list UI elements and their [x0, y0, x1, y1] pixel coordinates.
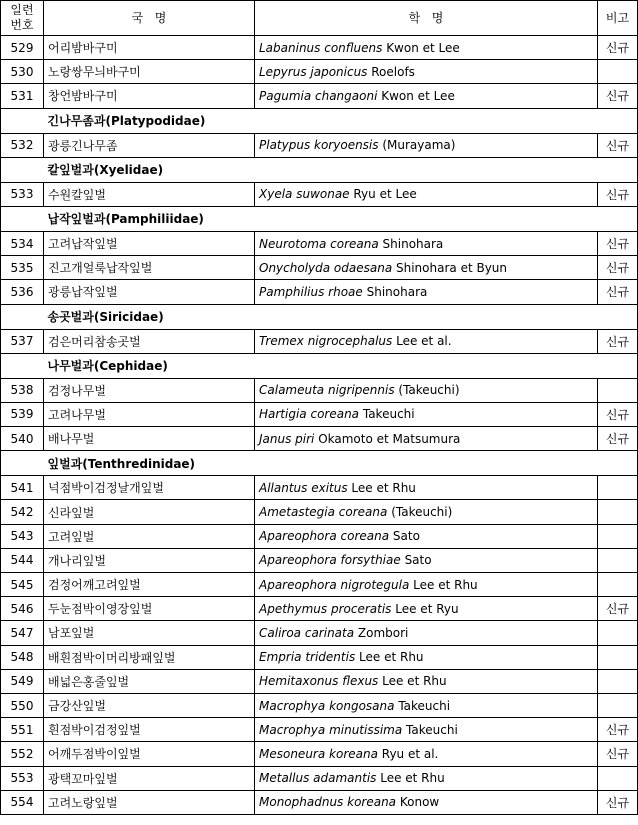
author-citation: Sato: [389, 529, 420, 544]
table-row: [1, 621, 638, 645]
table-row: [1, 36, 638, 60]
korean-name: 어리밤바구미: [44, 36, 255, 60]
family-name: 송곳벌과(Siricidae): [47, 310, 164, 324]
serial-number: 539: [1, 402, 44, 426]
author-citation: (Takeuchi): [394, 383, 460, 398]
korean-name: 검은머리참송곳벌: [44, 329, 255, 353]
family-edge-cell: [598, 304, 638, 329]
korean-name: 금강산잎벌: [44, 693, 255, 717]
note-status: [598, 645, 638, 669]
table-row: [1, 427, 638, 451]
scientific-name-cell: [255, 573, 598, 597]
note-status: 신규: [598, 329, 638, 353]
scientific-name-cell: [255, 718, 598, 742]
binomial-name: Empria tridentis: [259, 650, 356, 665]
binomial-name: Xyela suwonae: [259, 187, 350, 202]
note-status: [598, 669, 638, 693]
serial-number: 530: [1, 60, 44, 84]
binomial-name: Apareophora coreana: [259, 529, 390, 544]
table-row: [1, 693, 638, 717]
note-status: 신규: [598, 790, 638, 814]
korean-name-header: 국 명: [44, 1, 255, 36]
author-citation: Ryu et Lee: [349, 187, 417, 202]
family-spacer-cell: [1, 353, 44, 378]
family-edge-cell: [598, 353, 638, 378]
binomial-name: Janus piri: [259, 431, 315, 446]
note-status: 신규: [598, 280, 638, 304]
korean-name: 남포잎벌: [44, 621, 255, 645]
table-row: [1, 573, 638, 597]
author-citation: Roelofs: [367, 64, 415, 79]
note-status: 신규: [598, 231, 638, 255]
scientific-name-cell: [255, 669, 598, 693]
scientific-name-cell: [255, 621, 598, 645]
serial-number: 531: [1, 84, 44, 108]
serial-number: 529: [1, 36, 44, 60]
scientific-name-cell: [255, 84, 598, 108]
serial-number: 545: [1, 573, 44, 597]
korean-name: 검정어깨고려잎벌: [44, 573, 255, 597]
binomial-name: Calameuta nigripennis: [259, 383, 395, 398]
author-citation: Lee et Ryu: [391, 601, 459, 616]
table-row: [1, 742, 638, 766]
family-name: 나무벌과(Cephidae): [47, 359, 168, 374]
author-citation: Takeuchi: [402, 722, 458, 737]
table-row: [1, 597, 638, 621]
binomial-name: Neurotoma coreana: [259, 236, 379, 251]
author-citation: Lee et Rhu: [376, 771, 445, 786]
author-citation: Sato: [400, 553, 432, 568]
family-spacer-cell: [1, 108, 44, 133]
korean-name: 고려노랑잎벌: [44, 790, 255, 814]
korean-name: 광릉긴나무좀: [44, 133, 255, 157]
serial-number: 551: [1, 718, 44, 742]
note-status: 신규: [598, 36, 638, 60]
korean-name: 진고개얼룩납작잎벌: [44, 256, 255, 280]
serial-number-header-line2: 번호: [10, 18, 34, 32]
korean-name: 광택꼬마잎벌: [44, 766, 255, 790]
table-row: [1, 766, 638, 790]
note-status: 신규: [598, 256, 638, 280]
table-row: [1, 329, 638, 353]
serial-number: 535: [1, 256, 44, 280]
binomial-name: Macrophya minutissima: [259, 722, 403, 737]
korean-name: 고려나무벌: [44, 402, 255, 426]
binomial-name: Apethymus proceratis: [259, 601, 392, 616]
table-row: [1, 133, 638, 157]
table-row: [1, 476, 638, 500]
note-status: 신규: [598, 182, 638, 206]
binomial-name: Apareophora nigrotegula: [259, 577, 410, 592]
serial-number: 542: [1, 500, 44, 524]
family-heading-row: [1, 206, 638, 231]
serial-number: 540: [1, 427, 44, 451]
note-status: 신규: [598, 133, 638, 157]
note-status: 신규: [598, 597, 638, 621]
scientific-name-cell: [255, 693, 598, 717]
table-row: [1, 669, 638, 693]
serial-number: 538: [1, 378, 44, 402]
author-citation: Takeuchi: [394, 698, 451, 713]
author-citation: Kwon et Lee: [377, 88, 455, 103]
family-heading-row: [1, 304, 638, 329]
korean-name: 넉점박이검정날개잎벌: [44, 476, 255, 500]
korean-name: 고려납작잎벌: [44, 231, 255, 255]
table-row: [1, 182, 638, 206]
scientific-name-cell: [255, 766, 598, 790]
family-spacer-cell: [1, 304, 44, 329]
serial-number: 549: [1, 669, 44, 693]
scientific-name-cell: [255, 427, 598, 451]
author-citation: Shinohara: [362, 284, 428, 299]
serial-number: 543: [1, 524, 44, 548]
scientific-name-cell: [255, 182, 598, 206]
korean-name: 배흰점박이머리방패잎벌: [44, 645, 255, 669]
family-edge-cell: [598, 451, 638, 476]
author-citation: Kwon et Lee: [382, 40, 460, 55]
scientific-name-cell: [255, 790, 598, 814]
binomial-name: Tremex nigrocephalus: [259, 334, 393, 349]
family-name: 납작잎벌과(Pamphiliidae): [47, 212, 204, 227]
author-citation: Okamoto et Matsumura: [314, 431, 461, 446]
korean-name: 신라잎벌: [44, 500, 255, 524]
serial-number: 546: [1, 597, 44, 621]
korean-name: 두눈점박이영장잎벌: [44, 597, 255, 621]
serial-number: 536: [1, 280, 44, 304]
note-status: 신규: [598, 718, 638, 742]
binomial-name: Caliroa carinata: [259, 625, 355, 640]
author-citation: (Takeuchi): [387, 505, 453, 520]
scientific-name-cell: [255, 329, 598, 353]
note-status: 신규: [598, 427, 638, 451]
note-status: [598, 766, 638, 790]
korean-name: 창언밤바구미: [44, 84, 255, 108]
korean-name: 노랑쌍무늬바구미: [44, 60, 255, 84]
family-spacer-cell: [1, 206, 44, 231]
scientific-name-cell: [255, 645, 598, 669]
korean-name: 검정나무벌: [44, 378, 255, 402]
binomial-name: Platypus koryoensis: [259, 138, 379, 153]
note-status: [598, 524, 638, 548]
note-status: [598, 573, 638, 597]
scientific-name-cell: [255, 231, 598, 255]
binomial-name: Apareophora forsythiae: [259, 553, 401, 568]
author-citation: (Murayama): [378, 138, 456, 153]
note-status: 신규: [598, 742, 638, 766]
binomial-name: Pamphilius rhoae: [259, 284, 363, 299]
family-edge-cell: [598, 108, 638, 133]
note-status: [598, 500, 638, 524]
serial-number-header-line1: 일련: [10, 3, 34, 17]
serial-number: 552: [1, 742, 44, 766]
family-name: 잎벌과(Tenthredinidae): [47, 456, 196, 471]
scientific-name-cell: [255, 402, 598, 426]
author-citation: Zombori: [354, 625, 409, 640]
korean-name: 어깨두점박이잎벌: [44, 742, 255, 766]
table-row: [1, 60, 638, 84]
table-row: [1, 256, 638, 280]
serial-number: 548: [1, 645, 44, 669]
note-status: [598, 60, 638, 84]
binomial-name: Allantus exitus: [259, 480, 348, 495]
table-row: [1, 84, 638, 108]
binomial-name: Mesoneura koreana: [259, 746, 378, 761]
family-heading-row: [1, 451, 638, 476]
binomial-name: Hemitaxonus flexus: [259, 674, 379, 689]
table-row: [1, 402, 638, 426]
binomial-name: Monophadnus koreana: [259, 795, 397, 810]
table-row: [1, 378, 638, 402]
binomial-name: Labaninus confluens: [259, 40, 383, 55]
family-spacer-cell: [1, 157, 44, 182]
family-name: 긴나무좀과(Platypodidae): [47, 114, 206, 129]
author-citation: Lee et Rhu: [409, 577, 478, 592]
korean-name: 광릉납작잎벌: [44, 280, 255, 304]
binomial-name: Pagumia changaoni: [259, 88, 378, 103]
serial-number: 544: [1, 548, 44, 572]
scientific-name-cell: [255, 36, 598, 60]
serial-number: 541: [1, 476, 44, 500]
family-heading-row: [1, 108, 638, 133]
binomial-name: Hartigia coreana: [259, 407, 360, 422]
table-row: [1, 231, 638, 255]
note-status: 신규: [598, 84, 638, 108]
korean-name: 배나무벌: [44, 427, 255, 451]
korean-name: 흰점박이검정잎벌: [44, 718, 255, 742]
author-citation: Ryu et al.: [377, 746, 439, 761]
family-heading-row: [1, 157, 638, 182]
note-status: [598, 378, 638, 402]
korean-name: 수원칼잎벌: [44, 182, 255, 206]
scientific-name-cell: [255, 548, 598, 572]
binomial-name: Metallus adamantis: [259, 771, 377, 786]
family-spacer-cell: [1, 451, 44, 476]
scientific-name-cell: [255, 742, 598, 766]
family-edge-cell: [598, 206, 638, 231]
serial-number: 554: [1, 790, 44, 814]
scientific-name-header: 학 명: [255, 1, 598, 36]
serial-number: 532: [1, 133, 44, 157]
table-row: [1, 718, 638, 742]
author-citation: Shinohara: [378, 236, 444, 251]
korean-name: 개나리잎벌: [44, 548, 255, 572]
serial-number: 553: [1, 766, 44, 790]
scientific-name-cell: [255, 524, 598, 548]
note-status: [598, 693, 638, 717]
scientific-name-cell: [255, 476, 598, 500]
serial-number: 537: [1, 329, 44, 353]
author-citation: Lee et Rhu: [355, 650, 424, 665]
scientific-name-cell: [255, 378, 598, 402]
note-status: [598, 621, 638, 645]
table-row: [1, 524, 638, 548]
serial-number-header: [1, 1, 44, 36]
table-row: [1, 280, 638, 304]
author-citation: Shinohara et Byun: [392, 260, 508, 275]
note-status: [598, 548, 638, 572]
scientific-name-cell: [255, 597, 598, 621]
family-heading-row: [1, 353, 638, 378]
binomial-name: Onycholyda odaesana: [259, 260, 393, 275]
table-row: [1, 500, 638, 524]
author-citation: Lee et Rhu: [347, 480, 416, 495]
korean-name: 배넓은홍줄잎벌: [44, 669, 255, 693]
note-header: 비고: [598, 1, 638, 36]
korean-name: 고려잎벌: [44, 524, 255, 548]
serial-number: 547: [1, 621, 44, 645]
table-row: [1, 548, 638, 572]
note-status: 신규: [598, 402, 638, 426]
author-citation: Konow: [396, 795, 440, 810]
scientific-name-cell: [255, 500, 598, 524]
binomial-name: Macrophya kongosana: [259, 698, 395, 713]
scientific-name-cell: [255, 60, 598, 84]
binomial-name: Lepyrus japonicus: [259, 64, 368, 79]
serial-number: 534: [1, 231, 44, 255]
author-citation: Lee et al.: [392, 334, 452, 349]
note-status: [598, 476, 638, 500]
table-row: [1, 645, 638, 669]
scientific-name-cell: [255, 280, 598, 304]
author-citation: Takeuchi: [359, 407, 415, 422]
table-row: [1, 790, 638, 814]
serial-number: 533: [1, 182, 44, 206]
scientific-name-cell: [255, 256, 598, 280]
scientific-name-cell: [255, 133, 598, 157]
table-header-row: [1, 1, 638, 36]
author-citation: Lee et Rhu: [378, 674, 447, 689]
serial-number: 550: [1, 693, 44, 717]
binomial-name: Ametastegia coreana: [259, 505, 388, 520]
family-edge-cell: [598, 157, 638, 182]
family-name: 칼잎벌과(Xyelidae): [47, 163, 164, 178]
table-body: [1, 36, 638, 815]
